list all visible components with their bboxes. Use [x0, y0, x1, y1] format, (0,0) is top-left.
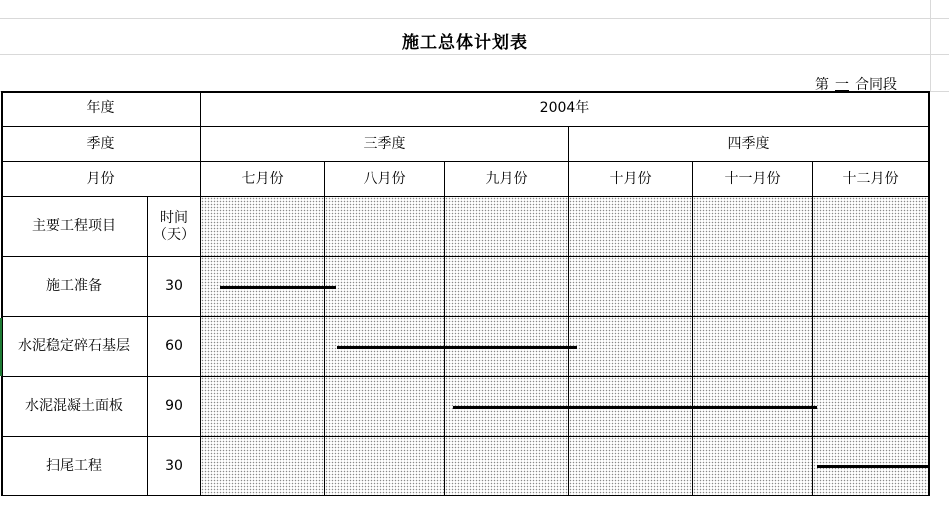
grid-line	[0, 54, 949, 55]
active-row-marker	[0, 318, 2, 376]
gantt-cell[interactable]	[569, 257, 693, 317]
task-days: 30	[165, 457, 183, 474]
gantt-cell[interactable]	[569, 317, 693, 377]
gantt-bar-prep	[220, 286, 336, 289]
item-label: 主要工程项目	[32, 218, 116, 234]
section-number: 一	[835, 77, 849, 93]
year-label: 年度	[86, 100, 115, 116]
task-name: 施工准备	[46, 278, 102, 294]
gantt-cell[interactable]	[445, 197, 569, 257]
gantt-cell[interactable]	[813, 197, 929, 257]
year-label-cell[interactable]	[1, 91, 201, 127]
gantt-cell[interactable]	[813, 257, 929, 317]
month-dec-cell[interactable]	[813, 162, 929, 197]
gantt-cell[interactable]	[325, 377, 445, 437]
section-suffix: 合同段	[855, 77, 897, 93]
gantt-cell[interactable]	[325, 437, 445, 496]
gantt-cell[interactable]	[325, 257, 445, 317]
time-label: 时间（天）	[153, 209, 195, 243]
task-name: 扫尾工程	[46, 457, 102, 474]
gantt-cell[interactable]	[693, 197, 813, 257]
task-name-cell[interactable]	[1, 317, 148, 377]
gantt-cell[interactable]	[693, 317, 813, 377]
month-dec: 十二月份	[842, 170, 899, 187]
task-days-cell[interactable]	[148, 317, 201, 377]
month-nov-cell[interactable]	[693, 162, 813, 197]
quarter-4: 四季度	[727, 135, 770, 152]
month-nov: 十一月份	[724, 170, 781, 187]
gantt-cell[interactable]	[201, 317, 325, 377]
gantt-cell[interactable]	[201, 437, 325, 496]
item-label-cell[interactable]	[1, 197, 148, 257]
task-name: 水泥混凝土面板	[25, 398, 123, 414]
month-sep-cell[interactable]	[445, 162, 569, 197]
task-days-cell[interactable]	[148, 257, 201, 317]
gantt-cell[interactable]	[693, 437, 813, 496]
gantt-cell[interactable]	[569, 437, 693, 496]
gantt-cell[interactable]	[569, 197, 693, 257]
quarter-label-cell[interactable]	[1, 127, 201, 162]
grid-line	[0, 18, 949, 19]
task-name-cell[interactable]	[1, 257, 148, 317]
grid-line	[930, 0, 931, 92]
year-value-cell[interactable]	[201, 91, 929, 127]
month-label-cell[interactable]	[1, 162, 201, 197]
task-days-cell[interactable]	[148, 437, 201, 496]
year-value: 2004年	[539, 100, 590, 116]
task-days: 60	[165, 338, 183, 354]
quarter-3-cell[interactable]	[201, 127, 569, 162]
month-jul-cell[interactable]	[201, 162, 325, 197]
task-name-cell[interactable]	[1, 377, 148, 437]
month-aug: 八月份	[363, 170, 406, 187]
gantt-cell[interactable]	[201, 197, 325, 257]
table-border-right	[929, 91, 930, 496]
quarter-label: 季度	[86, 135, 115, 152]
month-oct: 十月份	[609, 170, 652, 187]
gantt-bar-base	[337, 346, 577, 349]
gantt-bar-slab	[453, 406, 817, 409]
time-label-cell[interactable]	[148, 197, 201, 257]
task-days: 90	[165, 398, 183, 414]
gantt-cell[interactable]	[445, 437, 569, 496]
task-days-cell[interactable]	[148, 377, 201, 437]
gantt-cell[interactable]	[813, 317, 929, 377]
task-days: 30	[165, 278, 183, 294]
task-name-cell[interactable]	[1, 437, 148, 496]
task-name: 水泥稳定碎石基层	[18, 338, 130, 354]
gantt-cell[interactable]	[813, 377, 929, 437]
month-aug-cell[interactable]	[325, 162, 445, 197]
quarter-4-cell[interactable]	[569, 127, 929, 162]
gantt-cell[interactable]	[325, 197, 445, 257]
section-prefix: 第	[815, 77, 829, 93]
month-oct-cell[interactable]	[569, 162, 693, 197]
gantt-cell[interactable]	[693, 257, 813, 317]
gantt-bar-finish	[817, 465, 928, 468]
page-title: 施工总体计划表	[402, 33, 528, 53]
month-sep: 九月份	[485, 170, 528, 187]
month-label: 月份	[86, 170, 115, 187]
gantt-cell[interactable]	[201, 377, 325, 437]
quarter-3: 三季度	[363, 135, 406, 152]
month-jul: 七月份	[241, 170, 284, 187]
gantt-cell[interactable]	[445, 257, 569, 317]
